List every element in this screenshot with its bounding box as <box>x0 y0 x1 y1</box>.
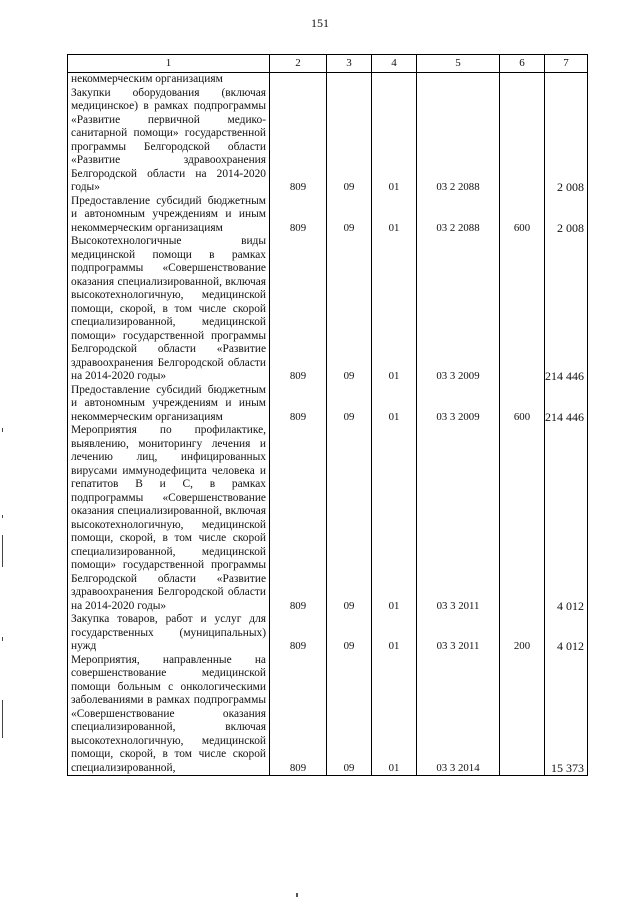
page-number: 151 <box>311 16 329 30</box>
cell-amount: 2 008 <box>545 87 588 195</box>
cell-ministry-code: 809 <box>270 384 327 425</box>
cell-section-code <box>327 73 372 87</box>
table-header-row <box>68 55 588 73</box>
column-header: 2 <box>270 55 327 73</box>
table-row <box>68 87 588 195</box>
cell-target-article: 03 3 2011 <box>417 424 500 613</box>
row-description: Мероприятия, направленные на совершенствование медицинской помощи больным с онкологическими заболеваниями в рамках подпрограммы «Совершенствование оказания специализированной, включая высокотехнологичную, медицинской помощи, скорой, в том числе скорой специализированной, <box>68 654 270 776</box>
cell-expense-type <box>500 235 545 384</box>
column-header: 5 <box>417 55 500 73</box>
cell-target-article: 03 2 2088 <box>417 195 500 236</box>
cell-subsection-code: 01 <box>372 384 417 425</box>
cell-ministry-code <box>270 73 327 87</box>
table-row <box>68 613 588 654</box>
scan-margin-mark <box>2 700 3 738</box>
cell-expense-type: 600 <box>500 195 545 236</box>
cell-expense-type: 200 <box>500 613 545 654</box>
cell-ministry-code: 809 <box>270 195 327 236</box>
cell-expense-type <box>500 424 545 613</box>
scan-margin-mark <box>2 515 3 518</box>
cell-section-code: 09 <box>327 195 372 236</box>
cell-ministry-code: 809 <box>270 87 327 195</box>
column-header: 3 <box>327 55 372 73</box>
table-row <box>68 73 588 87</box>
cell-target-article: 03 3 2009 <box>417 384 500 425</box>
cell-amount: 2 008 <box>545 195 588 236</box>
cell-section-code: 09 <box>327 613 372 654</box>
cell-section-code: 09 <box>327 424 372 613</box>
cell-subsection-code: 01 <box>372 195 417 236</box>
table-row <box>68 235 588 384</box>
cell-expense-type <box>500 73 545 87</box>
row-description: Высокотехнологичные виды медицинской помощи в рамках подпрограммы «Совершенствование оказания специализированной, включая высокотехнологичную, медицинской помощи, скорой, в том числе скорой специализированной, медицинской помощи» государственной программы Белгородской области «Развитие здравоохранения Белгородской области на 2014-2020 годы» <box>68 235 270 384</box>
budget-table <box>67 54 588 776</box>
column-header: 1 <box>68 55 270 73</box>
cell-expense-type <box>500 654 545 776</box>
cell-amount: 214 446 <box>545 384 588 425</box>
cell-ministry-code: 809 <box>270 235 327 384</box>
cell-section-code: 09 <box>327 384 372 425</box>
cell-amount: 15 373 <box>545 654 588 776</box>
cell-amount <box>545 73 588 87</box>
cell-target-article: 03 3 2009 <box>417 235 500 384</box>
cell-target-article: 03 2 2088 <box>417 87 500 195</box>
scan-margin-mark <box>2 535 3 567</box>
cell-target-article: 03 3 2014 <box>417 654 500 776</box>
cell-target-article: 03 3 2011 <box>417 613 500 654</box>
cell-amount: 214 446 <box>545 235 588 384</box>
cell-expense-type: 600 <box>500 384 545 425</box>
cell-section-code: 09 <box>327 87 372 195</box>
cell-ministry-code: 809 <box>270 424 327 613</box>
cell-subsection-code: 01 <box>372 613 417 654</box>
cell-amount: 4 012 <box>545 613 588 654</box>
cell-subsection-code: 01 <box>372 87 417 195</box>
scan-bottom-mark <box>296 893 298 897</box>
cell-subsection-code: 01 <box>372 424 417 613</box>
table-row <box>68 424 588 613</box>
table-row <box>68 654 588 776</box>
scan-margin-mark <box>2 637 3 641</box>
column-header: 7 <box>545 55 588 73</box>
cell-ministry-code: 809 <box>270 613 327 654</box>
cell-subsection-code: 01 <box>372 654 417 776</box>
table-row <box>68 195 588 236</box>
row-description: некоммерческим организациям <box>68 73 270 87</box>
cell-amount: 4 012 <box>545 424 588 613</box>
row-description: Закупки оборудования (включая медицинское) в рамках подпрограммы «Развитие первичной медико-санитарной помощи» государственной программы Белгородской области «Развитие здравоохранения Белгородской области на 2014-2020 годы» <box>68 87 270 195</box>
cell-subsection-code <box>372 73 417 87</box>
cell-section-code: 09 <box>327 235 372 384</box>
table-row <box>68 384 588 425</box>
row-description: Предоставление субсидий бюджетным и автономным учреждениям и иным некоммерческим организациям <box>68 195 270 236</box>
row-description: Предоставление субсидий бюджетным и автономным учреждениям и иным некоммерческим организациям <box>68 384 270 425</box>
cell-section-code: 09 <box>327 654 372 776</box>
cell-ministry-code: 809 <box>270 654 327 776</box>
column-header: 6 <box>500 55 545 73</box>
row-description: Мероприятия по профилактике, выявлению, мониторингу лечения и лечению лиц, инфицированных вирусами иммунодефицита человека и гепатитов В и С, в рамках подпрограммы «Совершенствование оказания специализированной, включая высокотехнологичную, медицинской помощи, скорой, в том числе скорой специализированной, медицинской помощи» государственной программы Белгородской области «Развитие здравоохранения Белгородской области на 2014-2020 годы» <box>68 424 270 613</box>
cell-expense-type <box>500 87 545 195</box>
scan-margin-mark <box>2 428 3 432</box>
cell-subsection-code: 01 <box>372 235 417 384</box>
cell-target-article <box>417 73 500 87</box>
column-header: 4 <box>372 55 417 73</box>
row-description: Закупка товаров, работ и услуг для государственных (муниципальных) нужд <box>68 613 270 654</box>
